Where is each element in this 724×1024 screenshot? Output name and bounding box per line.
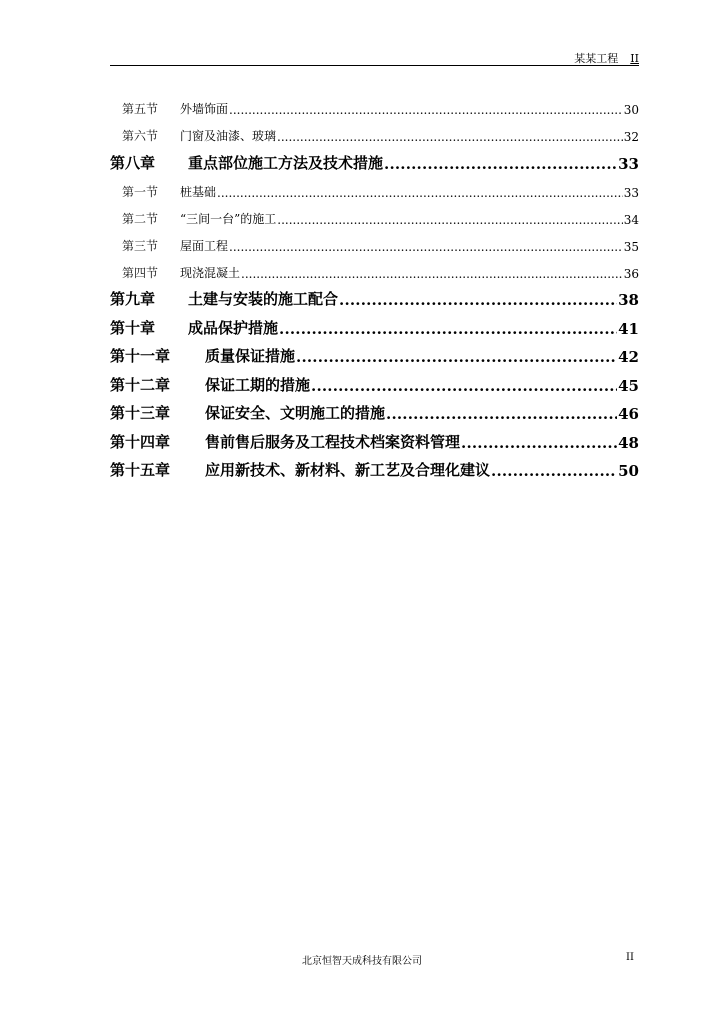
toc-chapter-entry[interactable] (110, 452, 639, 481)
toc-entry-title: “三间一台”的施工 (180, 211, 277, 226)
toc-chapter-entry[interactable] (110, 366, 639, 395)
toc-entry-number: 第一节 (122, 184, 159, 199)
toc-dot-leader (217, 173, 623, 200)
footer-page-number: II (626, 952, 634, 963)
toc-entry-title: 桩基础 (180, 184, 217, 199)
toc-entry-number: 第三节 (122, 238, 159, 253)
toc-entry-title: 外墙饰面 (180, 102, 229, 116)
page-header (110, 44, 639, 66)
toc-chapter-entry[interactable] (110, 423, 639, 452)
toc-dot-leader (339, 281, 617, 310)
toc-entry-title: 门窗及油漆、玻璃 (180, 129, 277, 143)
toc-entry[interactable] (110, 90, 639, 117)
footer-company: 北京恒智天成科技有限公司 (302, 956, 422, 967)
toc-dot-leader (386, 395, 617, 424)
header-page-number: II (630, 52, 639, 65)
toc-chapter-number: 第八章 (110, 153, 156, 172)
toc-chapter-title: 应用新技术、新材料、新工艺及合理化建议 (205, 461, 491, 479)
toc-entry-page: 35 (623, 239, 639, 254)
toc-chapter-page: 41 (618, 319, 639, 338)
table-of-contents (110, 90, 639, 480)
toc-chapter-page: 33 (618, 154, 639, 173)
toc-chapter-title: 保证安全、文明施工的措施 (205, 404, 386, 422)
toc-entry-number: 第五节 (122, 102, 159, 116)
toc-dot-leader (241, 254, 623, 281)
toc-entry[interactable] (110, 200, 639, 227)
toc-chapter-title: 成品保护措施 (188, 318, 279, 337)
toc-chapter-entry[interactable] (110, 338, 639, 367)
toc-entry[interactable] (110, 173, 639, 200)
toc-entry-page: 36 (623, 266, 639, 281)
toc-chapter-title: 保证工期的措施 (205, 375, 311, 394)
toc-chapter-number: 第九章 (110, 290, 156, 308)
toc-chapter-page: 50 (618, 462, 639, 480)
toc-dot-leader (277, 200, 622, 227)
toc-chapter-number: 第十章 (110, 318, 156, 337)
toc-entry[interactable] (110, 254, 639, 281)
toc-entry-page: 33 (623, 185, 639, 200)
toc-chapter-number: 第十三章 (110, 404, 171, 422)
toc-dot-leader (229, 227, 623, 254)
toc-entry-number: 第四节 (122, 265, 159, 280)
toc-chapter-number: 第十四章 (110, 432, 171, 451)
toc-chapter-title: 质量保证措施 (205, 347, 296, 365)
toc-dot-leader (296, 338, 617, 367)
toc-chapter-entry[interactable] (110, 309, 639, 338)
toc-chapter-title: 售前售后服务及工程技术档案资料管理 (205, 432, 461, 451)
toc-chapter-entry[interactable] (110, 144, 639, 173)
toc-dot-leader (491, 452, 617, 481)
toc-chapter-page: 38 (618, 291, 639, 309)
toc-entry-number: 第六节 (122, 129, 159, 143)
toc-entry-title: 现浇混凝土 (180, 265, 241, 280)
toc-entry-title: 屋面工程 (180, 238, 229, 253)
toc-chapter-entry[interactable] (110, 281, 639, 310)
toc-entry-page: 34 (623, 212, 639, 227)
toc-chapter-title: 土建与安装的施工配合 (188, 290, 339, 308)
toc-dot-leader (461, 423, 617, 452)
toc-entry[interactable] (110, 117, 639, 144)
header-title: 某某工程 (574, 52, 619, 65)
toc-chapter-page: 48 (618, 433, 639, 452)
toc-dot-leader (311, 366, 617, 395)
toc-dot-leader (384, 144, 617, 173)
toc-entry-number: 第二节 (122, 211, 159, 226)
toc-dot-leader (277, 117, 623, 144)
header-text (574, 50, 639, 66)
toc-chapter-page: 46 (618, 405, 639, 423)
toc-chapter-number: 第十一章 (110, 347, 171, 365)
toc-entry[interactable] (110, 227, 639, 254)
toc-entry-page: 30 (623, 103, 639, 117)
toc-chapter-number: 第十二章 (110, 375, 171, 394)
toc-dot-leader (229, 90, 623, 117)
toc-entry-page: 32 (623, 130, 639, 144)
toc-chapter-page: 45 (618, 376, 639, 395)
toc-chapter-number: 第十五章 (110, 461, 171, 479)
toc-chapter-title: 重点部位施工方法及技术措施 (188, 153, 384, 172)
toc-dot-leader (279, 309, 617, 338)
toc-chapter-entry[interactable] (110, 395, 639, 424)
toc-chapter-page: 42 (618, 348, 639, 366)
